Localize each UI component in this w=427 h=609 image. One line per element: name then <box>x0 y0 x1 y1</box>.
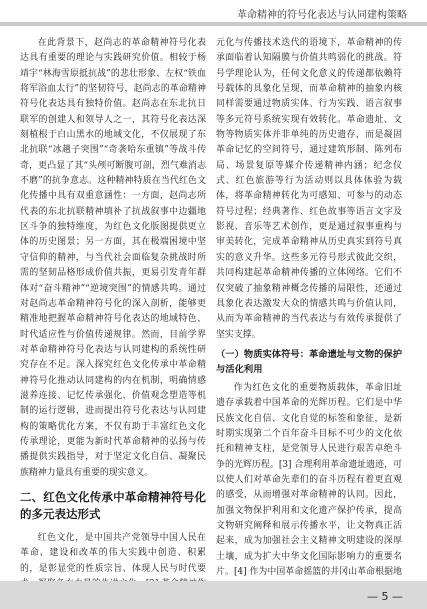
section-heading: 二、红色文化传承中革命精神符号化的多元表达形式 <box>20 489 206 521</box>
header-rule <box>0 22 427 26</box>
body-paragraph: 元化与传播技术迭代的语境下，革命精神的传承面临着认知隔膜与价值共鸣弱化的挑战。符号学理论认为，任何文化意义的传递都依赖符号载体的具象化呈现，而革命精神的抽象内核同样需要通过物质实体、行为实践、语言叙事等多元符号系统实现有效转化。革命遗址、文物等物质实体并非单纯的历史遗存，而是凝固革命记忆的空间符号，通过建筑形制、陈列布局、场景复原等媒介传递精神内涵；纪念仪式、红色旅游等行为活动则以具体体验为载体，将革命精神转化为可感知、可参与的动态符号过程；经典著作、红色故事等语言文字及影视、音乐等艺术创作，更是通过叙事重构与审美转化，完成革命精神从历史真实到符号真实的意义升华。这些多元符号形式彼此交织，共同构建起革命精神传播的立体网络。它们不仅突破了抽象精神概念传播的局限性，还通过具象化表达激发大众的情感共鸣与价值认同，从而为革命精神的当代表达与有效传承提供了坚实支撑。 <box>216 38 402 340</box>
body-paragraph: 在此背景下，赵尚志的革命精神符号化表达具有重要的理论与实践研究价值。相较于杨靖宇“林海雪原抵抗战”的悲壮形象、左权“铁血将军浴血太行”的坚韧符号，赵尚志的革命精神符号化表达具有独特价值。赵尚志在东北抗日联军的创建人和领导人之一，其符号化表达深刻植根于白山黑水的地域文化，不仅展现了东北抗联“冰趟子突围”“奇袭哈东重镇”等战斗传奇，更凸显了其“头颅可断腹可剖，烈气难消志不磨”的抗争意志。这种精神特质在当代红色文化传播中具有双重意涵性：一方面，赵尚志所代表的东北抗联精神填补了抗战叙事中边疆地区斗争的独特维度，为红色文化版图提供更立体的历史图景；另一方面，其在极端困境中坚守信仰的精神，与当代社会面临复杂挑战时所需的坚韧品格形成价值共振，更易引发青年群体对“奋斗精神”“逆境突围”的情感共鸣。通过对赵尚志革命精神符号化的深入剖析，能够更精准地把握革命精神符号化表达的地域特色、时代适应性与价值传递规律。然而，目前学界对革命精神符号化表达与认同建构的系统性研究存在不足。深入探究红色文化传承中革命精神符号化推动认同建构的内在机制，明确情感滋养连接、记忆传承强化、价值观念塑造等机制的运行逻辑，进而提出符号化表达与认同建构的策略优化方案，不仅有助于丰富红色文化传承理论，更能为新时代革命精神的弘扬与传播提供实践指导，对于坚定文化自信、凝聚民族精神力量具有重要的现实意义。 <box>20 38 206 478</box>
body-paragraph: 红色文化，是中国共产党领导中国人民在革命、建设和改革的伟大实践中创造、积累的，是彰显党的性质宗旨、体现人民与时代要 <box>20 532 206 574</box>
running-header: 革命精神的符号化表达与认同建构策略 <box>237 10 407 21</box>
body-paragraph: 作为红色文化的重要物质载体，革命旧址遗存承载着中国革命的光辉历程。它们是中华民族文化自信、文化自觉的标签和象征，是新时期实现第二个百年奋斗目标不可少的文化依托和精神支柱，是党领导人民进行艰苦卓绝斗争的光辉历程。[3] 合理利用革命遗址遗迹，可以使人们对革命先辈们的奋斗历程有着更直观的感受，从而增强对革命精神的认同。因此，加强文物保护利用和文化遗产保护传承，提高文物研究阐释和展示传播水平，让文物真正活起来，成为加强社会主义精神文明建设的深厚土壤，成为扩大中华文化国际影响力的重要名片。[4] 作为中国革命摇篮的井冈山革命根据地 <box>216 382 402 577</box>
subsection-heading: （一）物质实体符号：革命遗址与文物的保护与活化利用 <box>216 348 402 375</box>
page-number: — 5 — <box>367 590 403 603</box>
right-column <box>216 36 402 584</box>
left-column <box>20 36 206 584</box>
footer-bar <box>0 581 427 609</box>
